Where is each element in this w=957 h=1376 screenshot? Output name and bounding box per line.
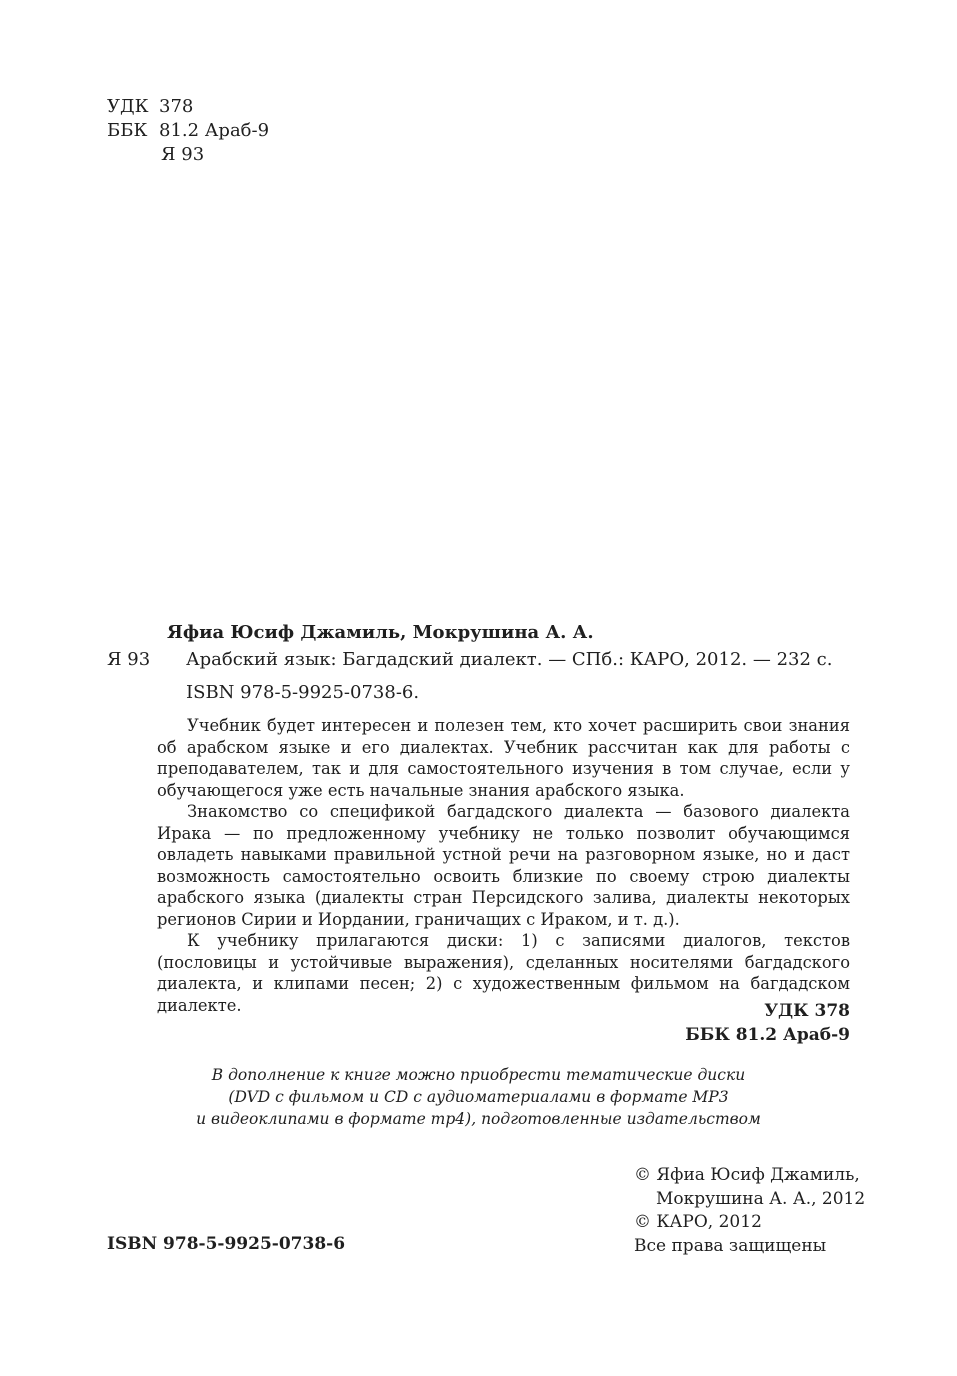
note-line-3: и видеоклипами в формате mp4), подготовленные издательством bbox=[196, 1110, 761, 1128]
copyright-line-4: Все права защищены bbox=[634, 1235, 827, 1256]
biblio-mark: Я 93 bbox=[107, 649, 151, 670]
annotation-paragraph-1: Учебник будет интересен и полезен тем, кто хочет расширить свои знания об арабском языке и его диалектах. Учебник рассчитан как для работы с преподавателем, так и для самостоятельного изучения в том случае, если у обучающегося уже есть начальные знания арабского языка. bbox=[157, 716, 850, 800]
annotation bbox=[157, 715, 850, 1016]
biblio-isbn: ISBN 978-5-9925-0738-6. bbox=[186, 682, 420, 703]
isbn-bottom: ISBN 978-5-9925-0738-6 bbox=[107, 1234, 346, 1254]
top-bbk-label: ББК bbox=[107, 120, 148, 141]
biblio-title-line: Арабский язык: Багдадский диалект. — СПб.: КАРО, 2012. — 232 с. bbox=[186, 649, 833, 670]
right-udk: УДК 378 bbox=[764, 1001, 850, 1021]
biblio-author: Яфиа Юсиф Джамиль, Мокрушина А. А. bbox=[167, 622, 594, 643]
top-author-mark: Я 93 bbox=[161, 144, 205, 165]
right-bbk: ББК 81.2 Араб-9 bbox=[685, 1025, 850, 1045]
right-codes bbox=[685, 999, 850, 1047]
annotation-paragraph-2: Знакомство со спецификой багдадского диалекта — базового диалекта Ирака — по предложенному учебнику не только позволит обучающимся овладеть навыками правильной устной речи на разговорном языке, но и даст возможность самостоятельно освоить близкие по своему строю диалекты арабского языка (диалекты стран Персидского залива, диалекты некоторых регионов Сирии и Иордании, граничащих с Ираком, и т. д.). bbox=[157, 802, 850, 929]
top-udk-label: УДК bbox=[107, 96, 149, 117]
copyright-line-1: © Яфиа Юсиф Джамиль, bbox=[634, 1165, 860, 1185]
copyright-block bbox=[634, 1164, 865, 1258]
top-udk-value: 378 bbox=[159, 96, 194, 117]
copyright-line-2: Мокрушина А. А., 2012 bbox=[656, 1188, 866, 1209]
top-bbk-value: 81.2 Араб-9 bbox=[159, 120, 270, 141]
note-line-2: (DVD с фильмом и CD с аудиоматериалами в формате MP3 bbox=[228, 1088, 729, 1106]
copyright-line-3: © КАРО, 2012 bbox=[634, 1212, 762, 1232]
top-bbk bbox=[107, 119, 269, 143]
top-udk bbox=[107, 95, 193, 119]
annotation-paragraph-3: К учебнику прилагаются диски: 1) с записями диалогов, текстов (пословицы и устойчивые выражения), сделанных носителями багдадского диалекта, и клипами песен; 2) с художественным фильмом на багдадском диалекте. bbox=[157, 931, 850, 1015]
note-line-1: В дополнение к книге можно приобрести тематические диски bbox=[211, 1066, 746, 1084]
supplement-note bbox=[107, 1064, 850, 1130]
